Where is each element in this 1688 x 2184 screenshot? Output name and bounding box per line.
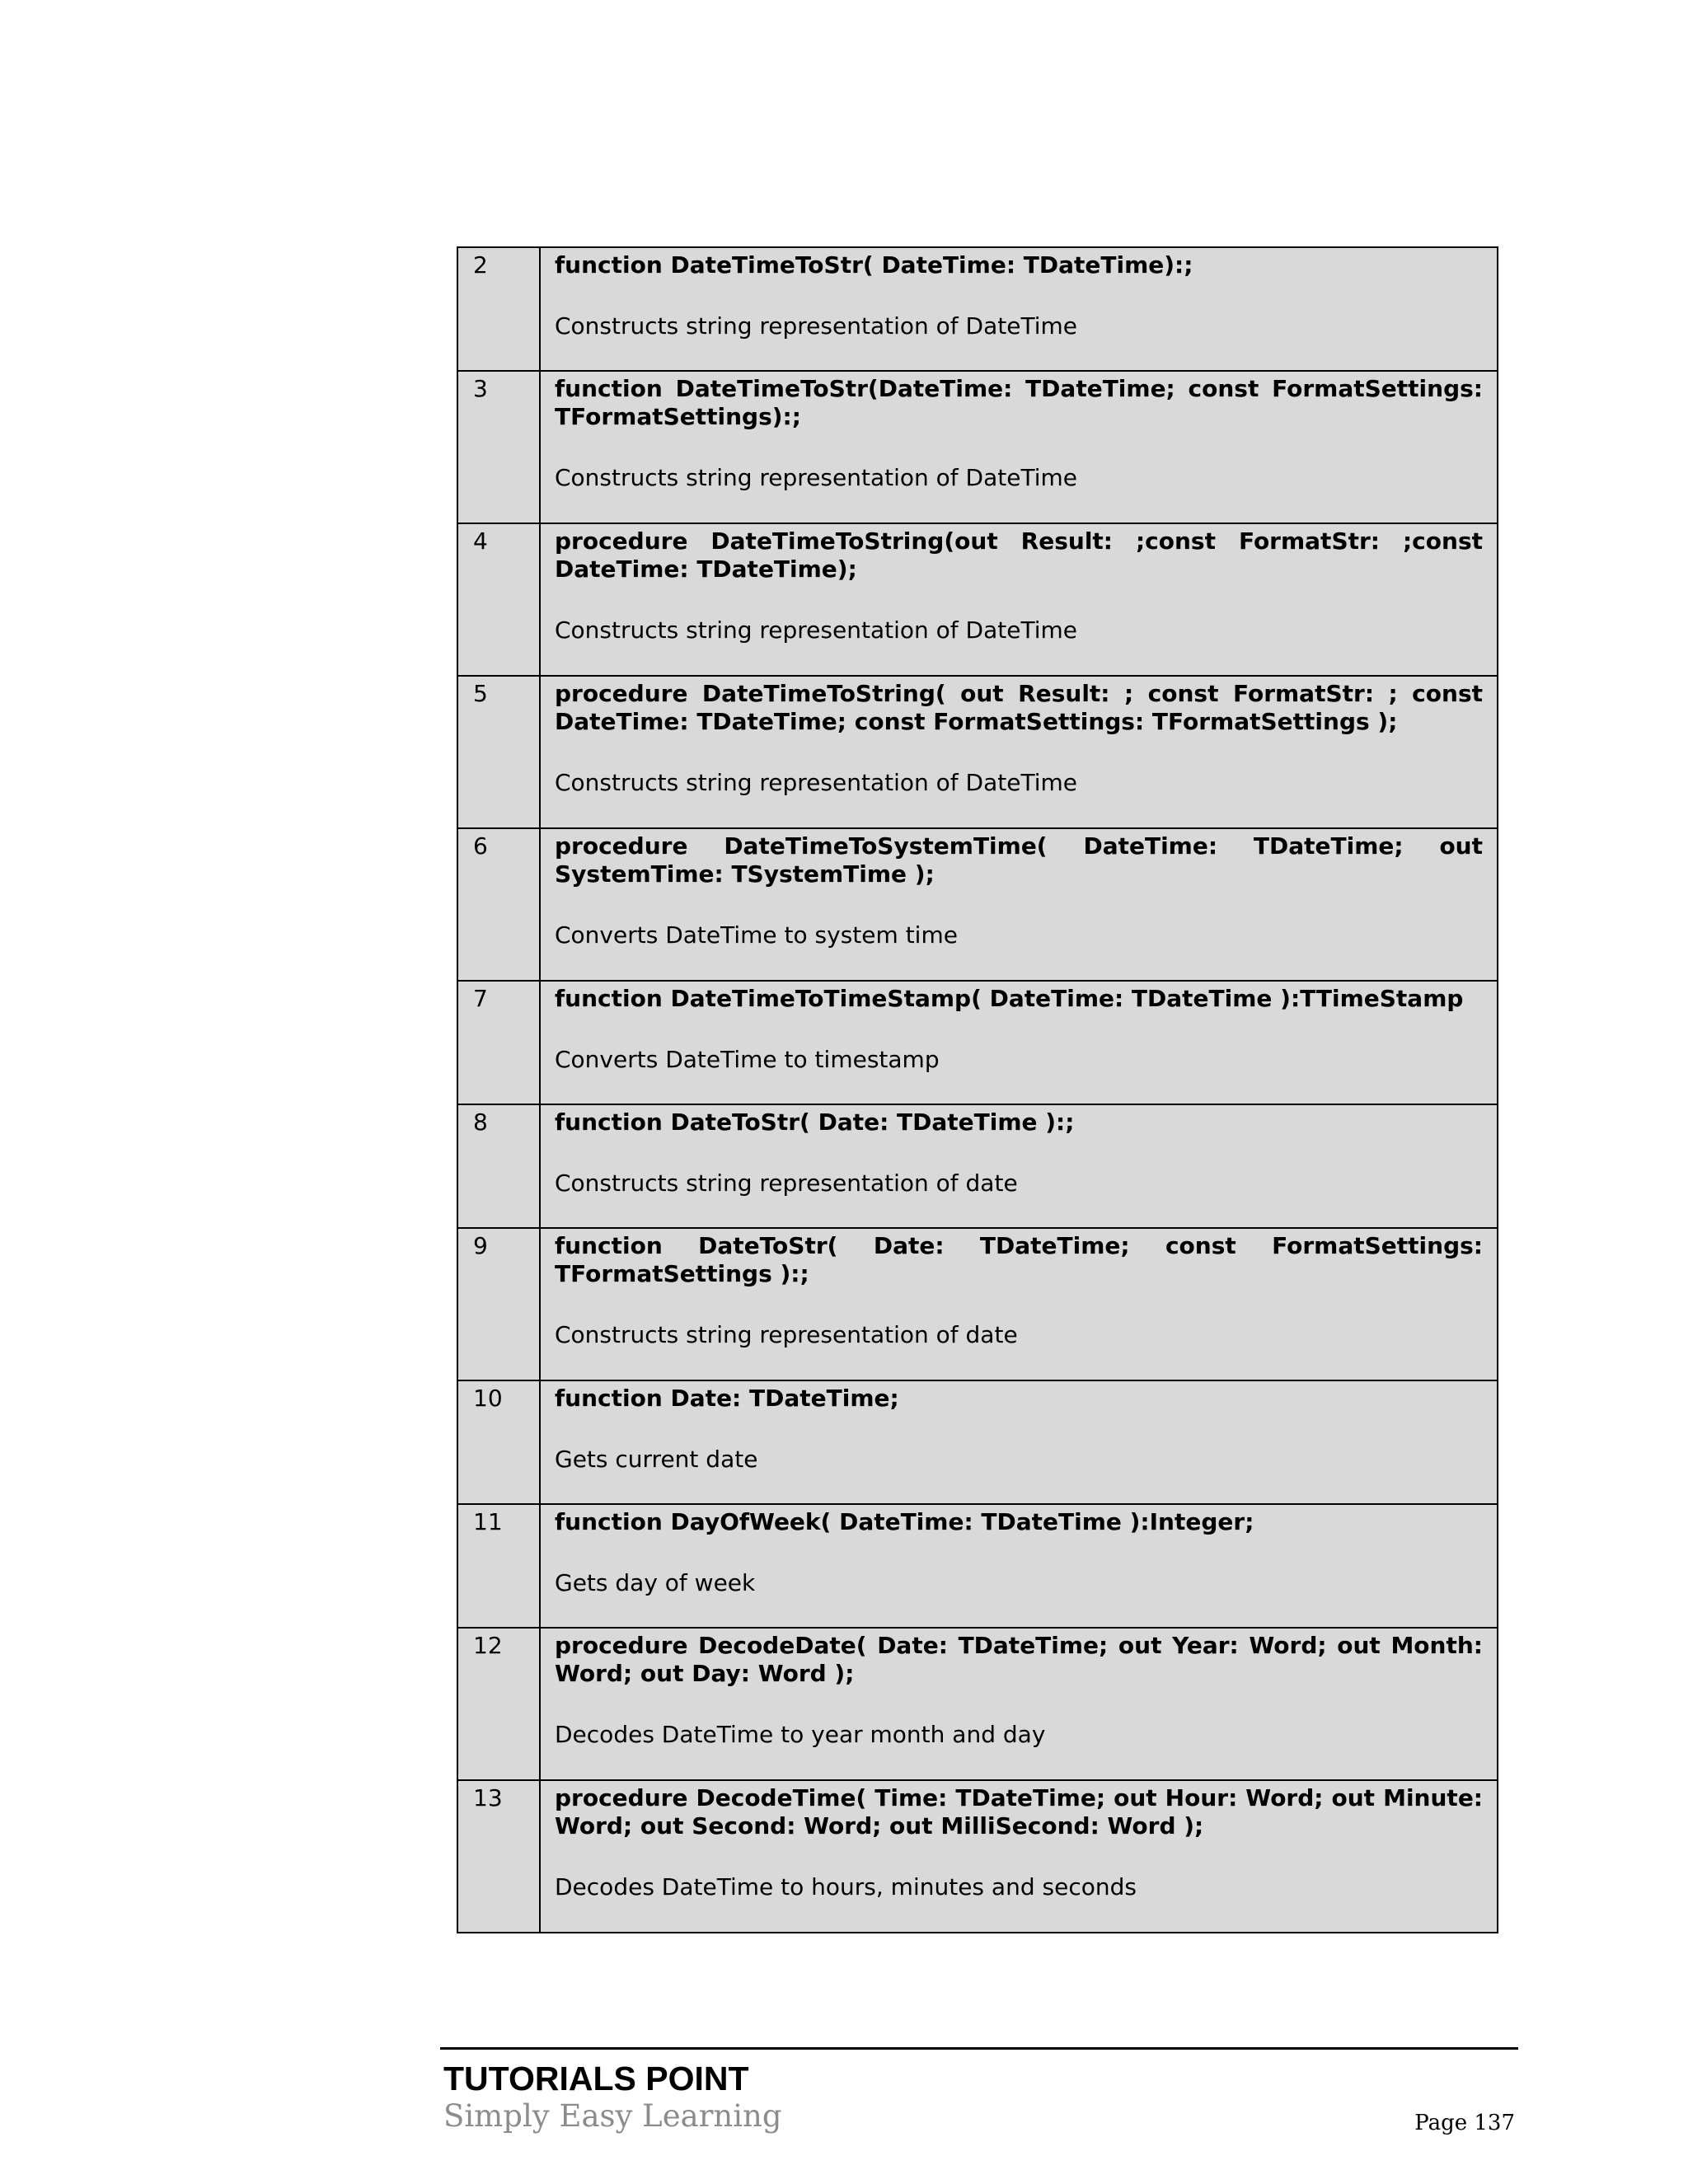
- footer-divider: [440, 2047, 1518, 2050]
- function-signature: function DateToStr( Date: TDateTime ):;: [555, 1108, 1075, 1136]
- function-signature: procedure DateTimeToString(out Result: ;const FormatStr: ;const DateTime: TDateTime);: [555, 527, 1483, 583]
- function-signature: function DayOfWeek( DateTime: TDateTime ):Integer;: [555, 1508, 1254, 1535]
- row-content: [540, 371, 1498, 523]
- table-row: [457, 1104, 1498, 1228]
- row-content: [540, 1228, 1498, 1380]
- row-content: [540, 1104, 1498, 1228]
- row-content: [540, 247, 1498, 371]
- row-content: [540, 1780, 1498, 1933]
- row-number: 6: [457, 828, 540, 981]
- function-description: Converts DateTime to timestamp: [555, 1046, 940, 1073]
- table-row: [457, 981, 1498, 1104]
- function-description: Constructs string representation of date: [555, 1169, 1018, 1197]
- row-number: 7: [457, 981, 540, 1104]
- function-description: Constructs string representation of date: [555, 1321, 1018, 1348]
- row-number: 12: [457, 1628, 540, 1780]
- row-number: 10: [457, 1380, 540, 1504]
- row-number: 3: [457, 371, 540, 523]
- row-content: [540, 828, 1498, 981]
- function-signature: function DateTimeToStr( DateTime: TDateTime):;: [555, 251, 1193, 279]
- table-row: [457, 371, 1498, 523]
- function-description: Decodes DateTime to year month and day: [555, 1721, 1046, 1748]
- footer-tagline: Simply Easy Learning: [443, 2098, 782, 2134]
- row-content: [540, 676, 1498, 828]
- function-description: Constructs string representation of DateTime: [555, 616, 1077, 644]
- function-signature: procedure DecodeTime( Time: TDateTime; out Hour: Word; out Minute: Word; out Second: Word; out MilliSecond: Word );: [555, 1784, 1483, 1840]
- table-body: [457, 247, 1498, 1933]
- row-content: [540, 1628, 1498, 1780]
- function-signature: function DateTimeToTimeStamp( DateTime: TDateTime ):TTimeStamp: [555, 985, 1464, 1012]
- row-number: 8: [457, 1104, 540, 1228]
- function-signature: procedure DecodeDate( Date: TDateTime; out Year: Word; out Month: Word; out Day: Word );: [555, 1632, 1483, 1687]
- function-description: Gets current date: [555, 1446, 758, 1473]
- row-content: [540, 1380, 1498, 1504]
- row-number: 5: [457, 676, 540, 828]
- function-signature: function DateToStr( Date: TDateTime; const FormatSettings: TFormatSettings ):;: [555, 1232, 1483, 1287]
- function-description: Gets day of week: [555, 1569, 756, 1596]
- function-description: Converts DateTime to system time: [555, 921, 958, 949]
- table-row: [457, 1780, 1498, 1933]
- function-description: Constructs string representation of DateTime: [555, 769, 1077, 796]
- row-number: 2: [457, 247, 540, 371]
- function-description: Constructs string representation of DateTime: [555, 464, 1077, 491]
- row-number: 9: [457, 1228, 540, 1380]
- function-signature: procedure DateTimeToSystemTime( DateTime: TDateTime; out SystemTime: TSystemTime );: [555, 832, 1483, 888]
- function-signature: procedure DateTimeToString( out Result: ; const FormatStr: ; const DateTime: TDateTime; const FormatSettings: TFormatSettings );: [555, 680, 1483, 735]
- function-description: Decodes DateTime to hours, minutes and seconds: [555, 1873, 1137, 1900]
- row-content: [540, 523, 1498, 676]
- function-signature: function Date: TDateTime;: [555, 1385, 899, 1412]
- table-row: [457, 523, 1498, 676]
- row-number: 13: [457, 1780, 540, 1933]
- function-description: Constructs string representation of DateTime: [555, 312, 1077, 340]
- row-content: [540, 981, 1498, 1104]
- footer-brand: TUTORIALS POINT: [443, 2060, 749, 2097]
- row-number: 11: [457, 1504, 540, 1628]
- table-row: [457, 1380, 1498, 1504]
- row-number: 4: [457, 523, 540, 676]
- table-row: [457, 247, 1498, 371]
- row-content: [540, 1504, 1498, 1628]
- table-row: [457, 1628, 1498, 1780]
- table-row: [457, 1228, 1498, 1380]
- page-number: Page 137: [1414, 2111, 1515, 2135]
- table-row: [457, 676, 1498, 828]
- table-row: [457, 1504, 1498, 1628]
- function-reference-table: [457, 246, 1498, 1933]
- table-row: [457, 828, 1498, 981]
- function-signature: function DateTimeToStr(DateTime: TDateTime; const FormatSettings: TFormatSettings):;: [555, 375, 1483, 430]
